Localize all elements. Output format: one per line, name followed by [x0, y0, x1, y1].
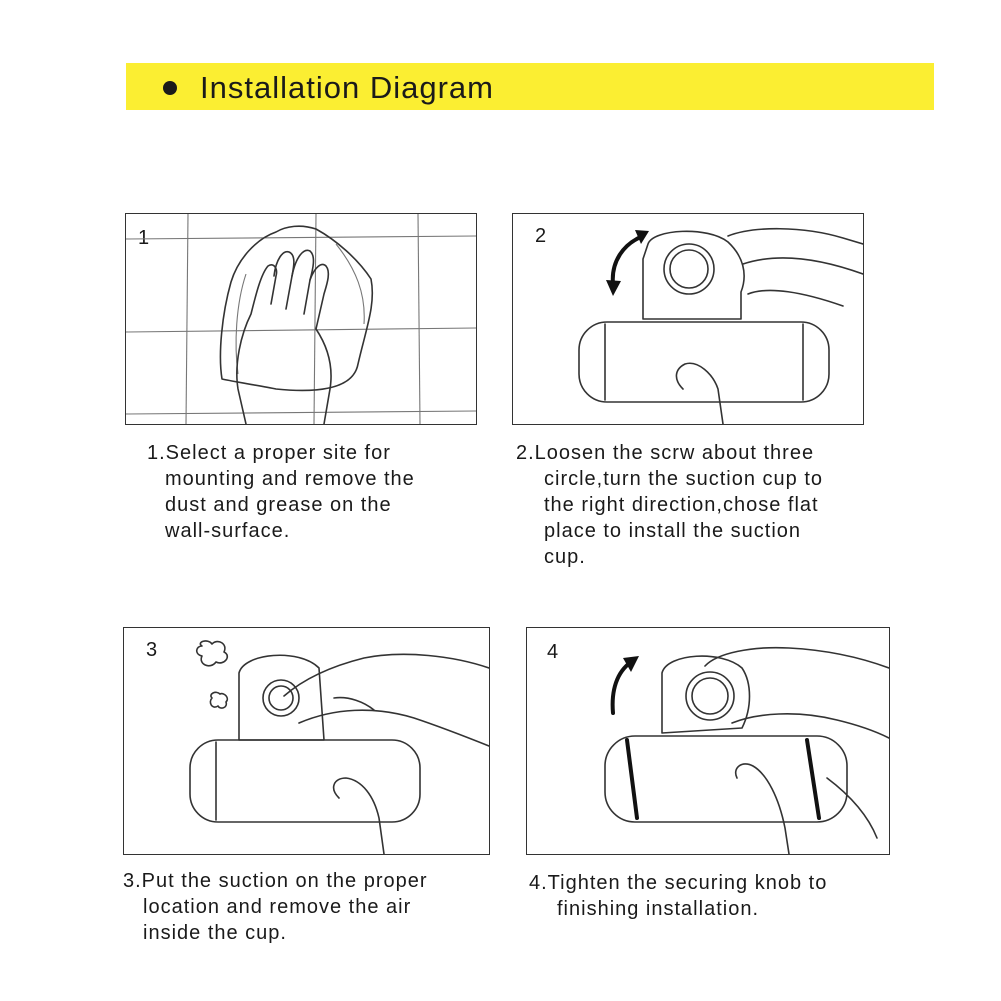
- step-1-caption-line: 1.Select a proper site for: [147, 442, 391, 464]
- hand-shape: [237, 250, 331, 424]
- cloth-shape: [220, 226, 372, 390]
- step-3-caption-line: inside the cup.: [143, 922, 287, 944]
- step-2-caption: [516, 440, 823, 570]
- step-3-illustration: [123, 627, 490, 855]
- step-1-illustration: [125, 213, 477, 425]
- step-4-caption-line: 4.Tighten the securing knob to: [529, 872, 828, 894]
- title-bullet: [163, 81, 177, 95]
- step-2-caption-line: circle,turn the suction cup to: [544, 468, 824, 490]
- step-3-caption-line: location and remove the air: [143, 896, 412, 918]
- page-title: Installation Diagram: [200, 70, 494, 105]
- step-1-caption-line: wall-surface.: [165, 520, 291, 542]
- step-3-number: 3: [146, 639, 158, 661]
- step-2-caption-line: the right direction,chose flat: [544, 494, 819, 516]
- step-2-illustration: [512, 213, 864, 425]
- step-1-caption: [147, 440, 415, 544]
- step-4-caption-line: finishing installation.: [557, 898, 759, 920]
- step-2-caption-line: 2.Loosen the scrw about three: [516, 442, 815, 464]
- towel-bar: [579, 322, 829, 402]
- hand-shape: [705, 648, 889, 854]
- step-4-illustration: [526, 627, 890, 855]
- step-4-number: 4: [547, 641, 559, 663]
- suction-cup-body: [239, 655, 324, 740]
- air-puff-icon: [197, 641, 228, 708]
- suction-cup-body: [643, 231, 744, 319]
- step-4-caption: [529, 870, 827, 922]
- press-suction-cup-illustration: [124, 628, 489, 854]
- tighten-knob-illustration: [527, 628, 889, 854]
- step-1-caption-line: mounting and remove the: [165, 468, 415, 490]
- rotate-arrow-icon: [613, 656, 639, 713]
- step-3-caption-line: 3.Put the suction on the proper: [123, 870, 428, 892]
- hand-shape: [284, 654, 489, 854]
- towel-bar: [605, 736, 847, 822]
- wall-tile-grid: [126, 214, 476, 424]
- rotate-suction-cup-illustration: [513, 214, 863, 424]
- step-3-caption: [123, 868, 428, 946]
- wiping-hand-illustration: [126, 214, 476, 424]
- step-1-number: 1: [138, 227, 150, 249]
- step-2-caption-line: cup.: [544, 546, 586, 568]
- step-1-caption-line: dust and grease on the: [165, 494, 392, 516]
- step-2-caption-line: place to install the suction: [544, 520, 802, 542]
- step-2-number: 2: [535, 225, 547, 247]
- towel-bar: [190, 740, 420, 822]
